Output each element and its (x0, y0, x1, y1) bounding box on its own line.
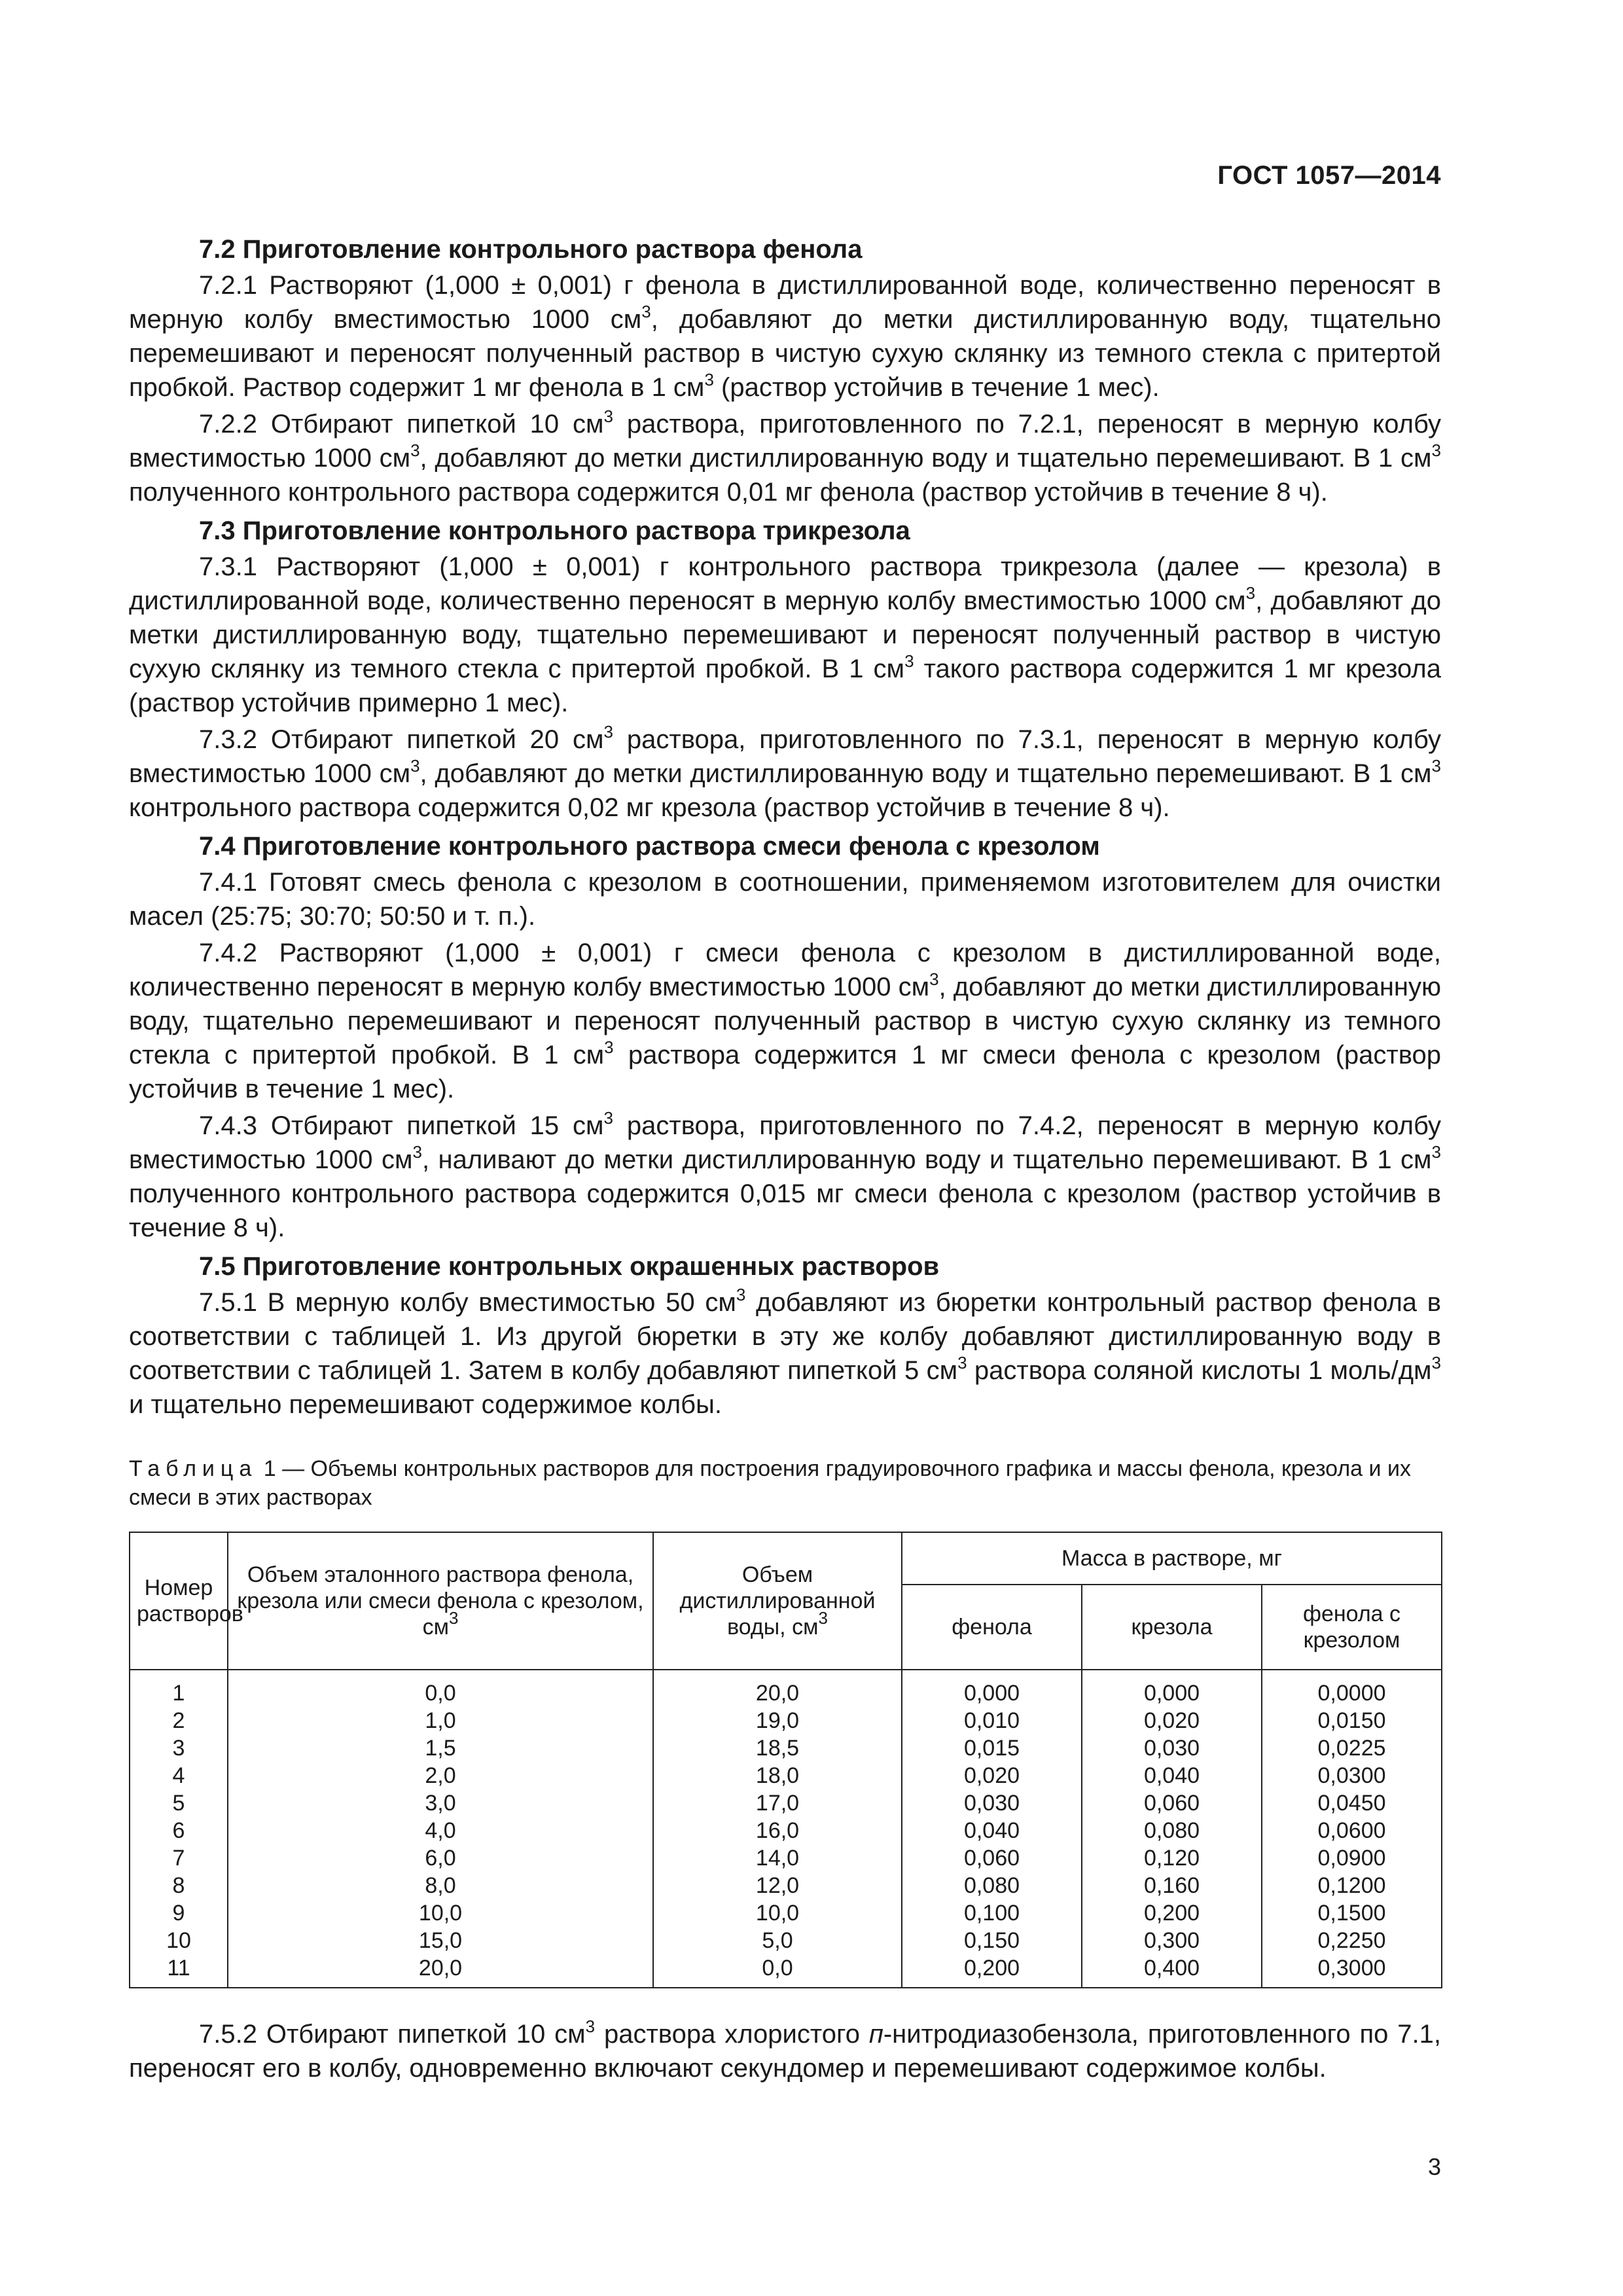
table-cell: 20,0 (228, 1954, 653, 1988)
section-heading-7-2: 7.2 Приготовление контрольного раствора фенола (199, 235, 863, 264)
section-heading-7-5: 7.5 Приготовление контрольных окрашенных растворов (199, 1252, 940, 1281)
header-phenol: фенола (902, 1585, 1082, 1670)
section-heading-7-3: 7.3 Приготовление контрольного раствора трикрезола (199, 516, 910, 545)
table-cell: 0,400 (1082, 1954, 1262, 1988)
table-cell: 9 (130, 1899, 228, 1927)
data-table (129, 1532, 1442, 1988)
table-cell: 10,0 (653, 1899, 902, 1927)
table-cell: 3,0 (228, 1789, 653, 1817)
header-volume-standard: Объем эталонного раствора фенола, крезола или смеси фенола с крезолом, $см^3$ (228, 1532, 653, 1670)
table-cell: 0,0000 (1262, 1670, 1442, 1707)
table-cell: 18,0 (653, 1762, 902, 1789)
table-cell: 5,0 (653, 1927, 902, 1954)
header-mass-group: Масса в растворе, мг (902, 1532, 1442, 1585)
table-cell: 8,0 (228, 1872, 653, 1899)
table-row (130, 1734, 1442, 1762)
paragraph-7-3-2: 7.3.2 Отбирают пипеткой 20 $см^3$ раствора, приготовленного по 7.3.1, переносят в мерную колбу вместимостью 1000 $см^3$, добавляют до метки дистиллированную воду и тщательно перемешивают. В 1 $см^3$ контрольного раствора содержится 0,02 мг крезола (раствор устойчив в течение 8 ч). (129, 722, 1442, 822)
table-cell: 2,0 (228, 1762, 653, 1789)
table-row (130, 1670, 1442, 1707)
table-cell: 3 (130, 1734, 228, 1762)
table-body (130, 1670, 1442, 1988)
table-cell: 6,0 (228, 1844, 653, 1872)
table-cell: 0,3000 (1262, 1954, 1442, 1988)
table-cell: 1,0 (228, 1707, 653, 1734)
table-cell: 2 (130, 1707, 228, 1734)
table-cell: 16,0 (653, 1817, 902, 1844)
table-cell: 0,120 (1082, 1844, 1262, 1872)
paragraph-7-5-1: 7.5.1 В мерную колбу вместимостью 50 $см^3$ добавляют из бюретки контрольный раствор фенола в соответствии с таблицей 1. Из другой бюретки в эту же колбу добавляют дистиллированную воду в соответствии с таблицей 1. Затем в колбу добавляют пипеткой 5 $см^3$ раствора соляной кислоты 1 моль/$дм^3$ и тщательно перемешивают содержимое колбы. (129, 1285, 1442, 1419)
table-cell: 19,0 (653, 1707, 902, 1734)
table-cell: 0,1500 (1262, 1899, 1442, 1927)
table-cell: 0,030 (1082, 1734, 1262, 1762)
table-cell: 10,0 (228, 1899, 653, 1927)
table-cell: 4 (130, 1762, 228, 1789)
table-cell: 11 (130, 1954, 228, 1988)
document-code: ГОСТ 1057—2014 (1217, 161, 1441, 190)
table-cell: 0,060 (1082, 1789, 1262, 1817)
paragraph-7-2-1: 7.2.1 Растворяют (1,000 ± 0,001) г фенола в дистиллированной воде, количественно переносят в мерную колбу вместимостью 1000 $см^3$, добавляют до метки дистиллированную воду, тщательно перемешивают и переносят полученный раствор в чистую сухую склянку из темного стекла с притертой пробкой. Раствор содержит 1 мг фенола в 1 $см^3$ (раствор устойчив в течение 1 мес). (129, 271, 1442, 402)
table-cell: 0,040 (1082, 1762, 1262, 1789)
table-cell: 8 (130, 1872, 228, 1899)
table-cell: 0,0225 (1262, 1734, 1442, 1762)
table-cell: 0,0 (228, 1670, 653, 1707)
table-cell: 0,0900 (1262, 1844, 1442, 1872)
section-heading-7-4: 7.4 Приготовление контрольного раствора смеси фенола с крезолом (199, 832, 1100, 861)
table-cell: 1 (130, 1670, 228, 1707)
table-row (130, 1872, 1442, 1899)
table-cell: 6 (130, 1817, 228, 1844)
table-cell: 0,000 (1082, 1670, 1262, 1707)
table-cell: 0,010 (902, 1707, 1082, 1734)
table-row (130, 1817, 1442, 1844)
paragraph-7-2-2: 7.2.2 Отбирают пипеткой 10 $см^3$ раствора, приготовленного по 7.2.1, переносят в мерную колбу вместимостью 1000 $см^3$, добавляют до метки дистиллированную воду и тщательно перемешивают. В 1 $см^3$ полученного контрольного раствора содержится 0,01 мг фенола (раствор устойчив в течение 8 ч). (129, 406, 1442, 507)
table-cell: 7 (130, 1844, 228, 1872)
table-cell: 0,150 (902, 1927, 1082, 1954)
after-table-text (129, 2017, 1441, 2088)
table-cell: 0,040 (902, 1817, 1082, 1844)
table-cell: 0,300 (1082, 1927, 1262, 1954)
paragraph-7-3-1: 7.3.1 Растворяют (1,000 ± 0,001) г контрольного раствора трикрезола (далее — крезола) в дистиллированной воде, количественно переносят в мерную колбу вместимостью 1000 $см^3$, добавляют до метки дистиллированную воду, тщательно перемешивают и переносят полученный раствор в чистую сухую склянку из темного стекла с притертой пробкой. В 1 $см^3$ такого раствора содержится 1 мг крезола (раствор устойчив примерно 1 мес). (129, 552, 1442, 717)
table-cell: 10 (130, 1927, 228, 1954)
page-number: 3 (1427, 2153, 1441, 2180)
table-cell: 0,200 (902, 1954, 1082, 1988)
table-cell: 0,0450 (1262, 1789, 1442, 1817)
table-cell: 0,160 (1082, 1872, 1262, 1899)
header-phenol-cresol: фенола с крезолом (1262, 1585, 1442, 1670)
table-row (130, 1899, 1442, 1927)
table-cell: 0,000 (902, 1670, 1082, 1707)
table-cell: 0,060 (902, 1844, 1082, 1872)
table-cell: 0,030 (902, 1789, 1082, 1817)
table-row (130, 1762, 1442, 1789)
table-cell: 5 (130, 1789, 228, 1817)
table-cell: 0,020 (1082, 1707, 1262, 1734)
header-number: Номер растворов (130, 1532, 228, 1670)
table-cell: 1,5 (228, 1734, 653, 1762)
table-row (130, 1707, 1442, 1734)
table-row (130, 1927, 1442, 1954)
table-cell: 0,080 (902, 1872, 1082, 1899)
table-cell: 0,015 (902, 1734, 1082, 1762)
table-cell: 0,1200 (1262, 1872, 1442, 1899)
table-cell: 4,0 (228, 1817, 653, 1844)
table-cell: 0,0150 (1262, 1707, 1442, 1734)
paragraph-7-4-1: 7.4.1 Готовят смесь фенола с крезолом в соотношении, применяемом изготовителем для очистки масел (25:75; 30:70; 50:50 и т. п.). (129, 868, 1441, 931)
table-cell: 17,0 (653, 1789, 902, 1817)
table-cell: 15,0 (228, 1927, 653, 1954)
table-row (130, 1954, 1442, 1988)
table-cell: 0,100 (902, 1899, 1082, 1927)
table-cell: 20,0 (653, 1670, 902, 1707)
paragraph-7-5-2: 7.5.2 Отбирают пипеткой 10 $см^3$ раствора хлористого п-нитродиазобензола, приготовленного по 7.1, переносят его в колбу, одновременно включают секундомер и перемешивают содержимое колбы. (129, 2017, 1441, 2083)
table-cell: 0,0300 (1262, 1762, 1442, 1789)
table-cell: 0,020 (902, 1762, 1082, 1789)
table-cell: 0,0600 (1262, 1817, 1442, 1844)
table-cell: 14,0 (653, 1844, 902, 1872)
paragraph-7-4-2: 7.4.2 Растворяют (1,000 ± 0,001) г смеси фенола с крезолом в дистиллированной воде, количественно переносят в мерную колбу вместимостью 1000 $см^3$, добавляют до метки дистиллированную воду, тщательно перемешивают и переносят полученный раствор в чистую сухую склянку из темного стекла с притертой пробкой. В 1 $см^3$ раствора содержится 1 мг смеси фенола с крезолом (раствор устойчив в течение 1 мес). (129, 939, 1442, 1103)
header-cresol: крезола (1082, 1585, 1262, 1670)
table-cell: 18,5 (653, 1734, 902, 1762)
table-cell: 12,0 (653, 1872, 902, 1899)
table-cell: 0,2250 (1262, 1927, 1442, 1954)
table-row (130, 1789, 1442, 1817)
paragraph-7-4-3: 7.4.3 Отбирают пипеткой 15 $см^3$ раствора, приготовленного по 7.4.2, переносят в мерную колбу вместимостью 1000 $см^3$, наливают до метки дистиллированную воду и тщательно перемешивают. В 1 $см^3$ полученного контрольного раствора содержится 0,015 мг смеси фенола с крезолом (раствор устойчив в течение 8 ч). (129, 1108, 1442, 1242)
document-body (129, 230, 1441, 1424)
table-caption: Таблица 1 — Объемы контрольных растворов для построения градуировочного графика и массы фенола, крезола и их смеси в этих растворах (129, 1456, 1411, 1510)
header-volume-water: Объем дистиллированной воды, $см^3$ (653, 1532, 902, 1670)
table-cell: 0,080 (1082, 1817, 1262, 1844)
table-cell: 0,0 (653, 1954, 902, 1988)
table-cell: 0,200 (1082, 1899, 1262, 1927)
table-row (130, 1844, 1442, 1872)
